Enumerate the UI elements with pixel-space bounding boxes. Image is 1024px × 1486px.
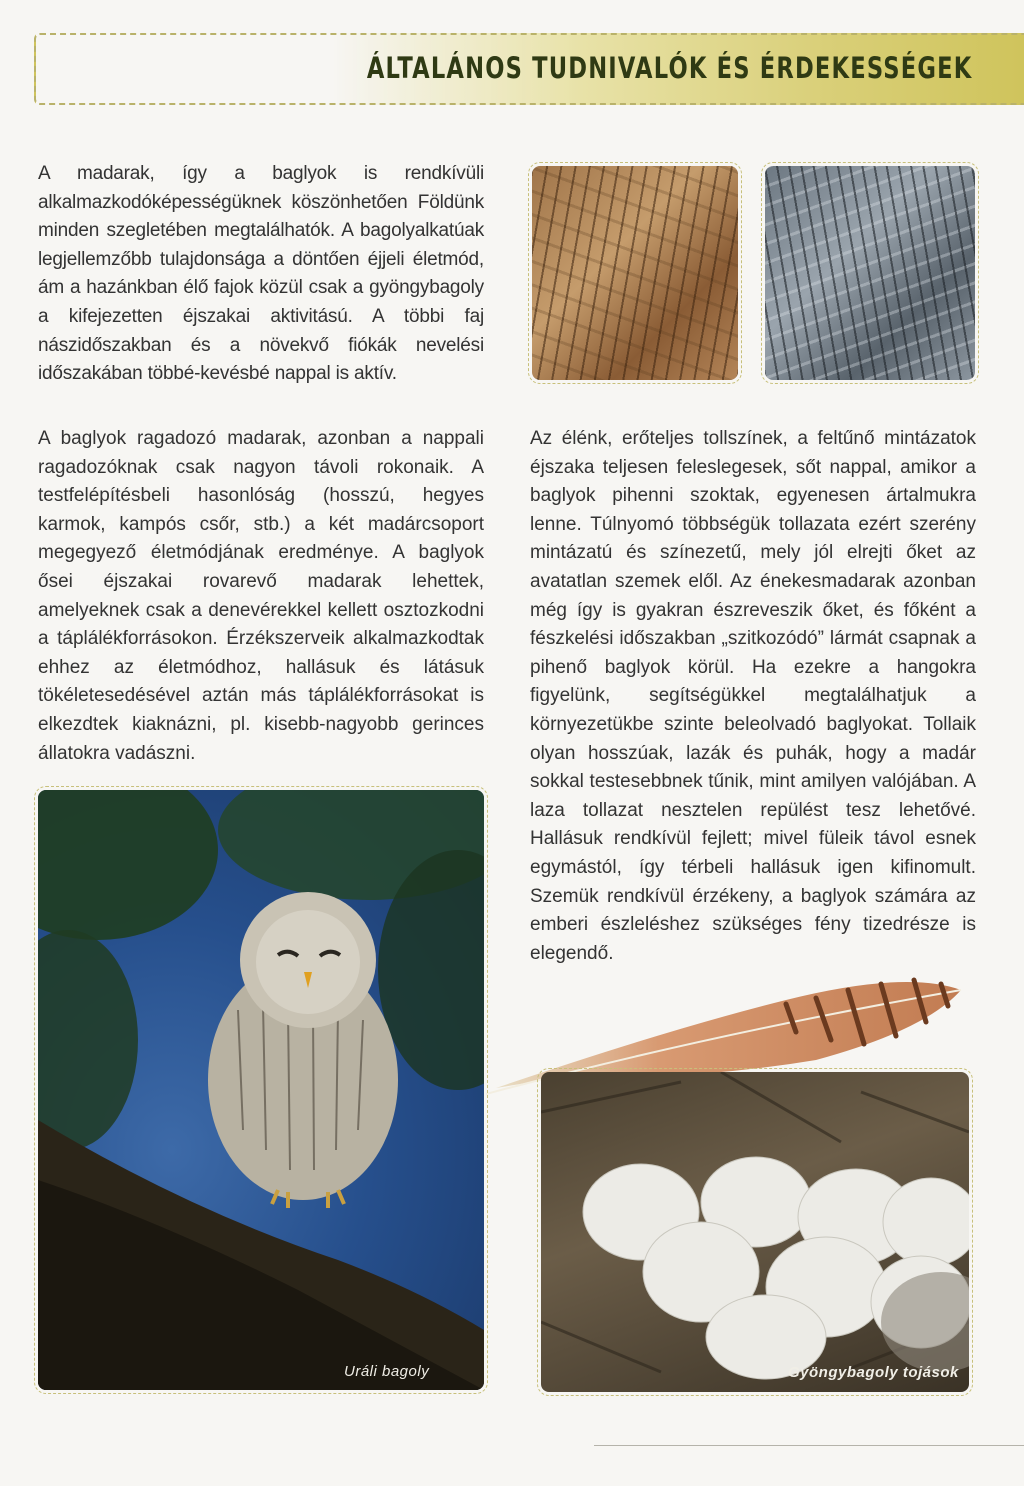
footer-divider [594,1445,1024,1446]
eggs-caption: Gyöngybagoly tojások [788,1364,959,1381]
barn-owl-eggs-photo [541,1072,969,1392]
header-band [34,33,1024,105]
page-title: ÁLTALÁNOS TUDNIVALÓK ÉS ÉRDEKESSÉGEK [366,51,972,85]
intro-paragraph: A madarak, így a baglyok is rendkívüli alkalmazkodóképességüknek köszönhetően Földünk minden szegletében megtalálhatók. A bagolyalkatúak legjellemzőbb tulajdonsága a döntően éjjeli életmód, ám a hazánkban élő fajok közül csak a gyöngybagoly a kifejezetten éjszakai aktivitású. A többi faj nászidőszakban és a növekvő fiókák nevelési időszakában többé-kevésbé nappal is aktív. [38,163,484,385]
brown-feather-texture-image [532,166,738,380]
ural-owl-photo [38,790,484,1390]
right-paragraph: Az élénk, erőteljes tollszínek, a feltűnő mintázatok éjszaka teljesen feleslegesek, sőt nappal, amikor a baglyok pihenni szoktak, egyenesen ártalmukra lenne. Túlnyomó többségük tollazata ezért szerény mintázatú és színezetű, mely jól elrejti őket az avatatlan szemek elől. Az énekesmadarak azonban még így is gyakran észreveszik őket, és főként a fészkelési időszakban „szitkozódó” lármát csapnak a pihenő baglyok körül. Ha ezekre a hangokra figyelünk, segítségükkel megtalálhatjuk a környezetükbe szinte beleolvadó baglyokat. Tollaik olyan hosszúak, lazák és puhák, hogy a madár sokkal testesebbnek tűnik, mint amilyen valójában. A laza tollazat nesztelen repülést tesz lehetővé. Hallásuk rendkívül fejlett; mivel füleik távol esnek egymástól, így térbeli hallásuk igen kifinomult. Szemük rendkívül érzékeny, a baglyok számára az emberi észleléshez szükséges fény tizedrésze is elegendő. [530,428,976,964]
left-paragraph: A baglyok ragadozó madarak, azonban a nappali ragadozóknak csak nagyon távoli rokonaik. A testfelépítésbeli hasonlóság (hosszú, hegyes karmok, kampós csőr, stb.) a két madárcsoport megegyező életmódjának eredménye. A baglyok ősei éjszakai rovarevő madarak lehettek, amelyeknek csak a denevérekkel kellett osztozkodni a táplálékforrásokon. Érzékszerveik alkalmazkodtak ehhez az életmódhoz, hallásuk és látásuk tökéletesedésével aztán más táplálékforrásokat is elkezdtek kiaknázni, pl. kisebb-nagyobb gerinces állatokra vadászni. [38,428,484,764]
grey-feather-texture-image [765,166,975,380]
owl-caption: Uráli bagoly [344,1363,430,1380]
